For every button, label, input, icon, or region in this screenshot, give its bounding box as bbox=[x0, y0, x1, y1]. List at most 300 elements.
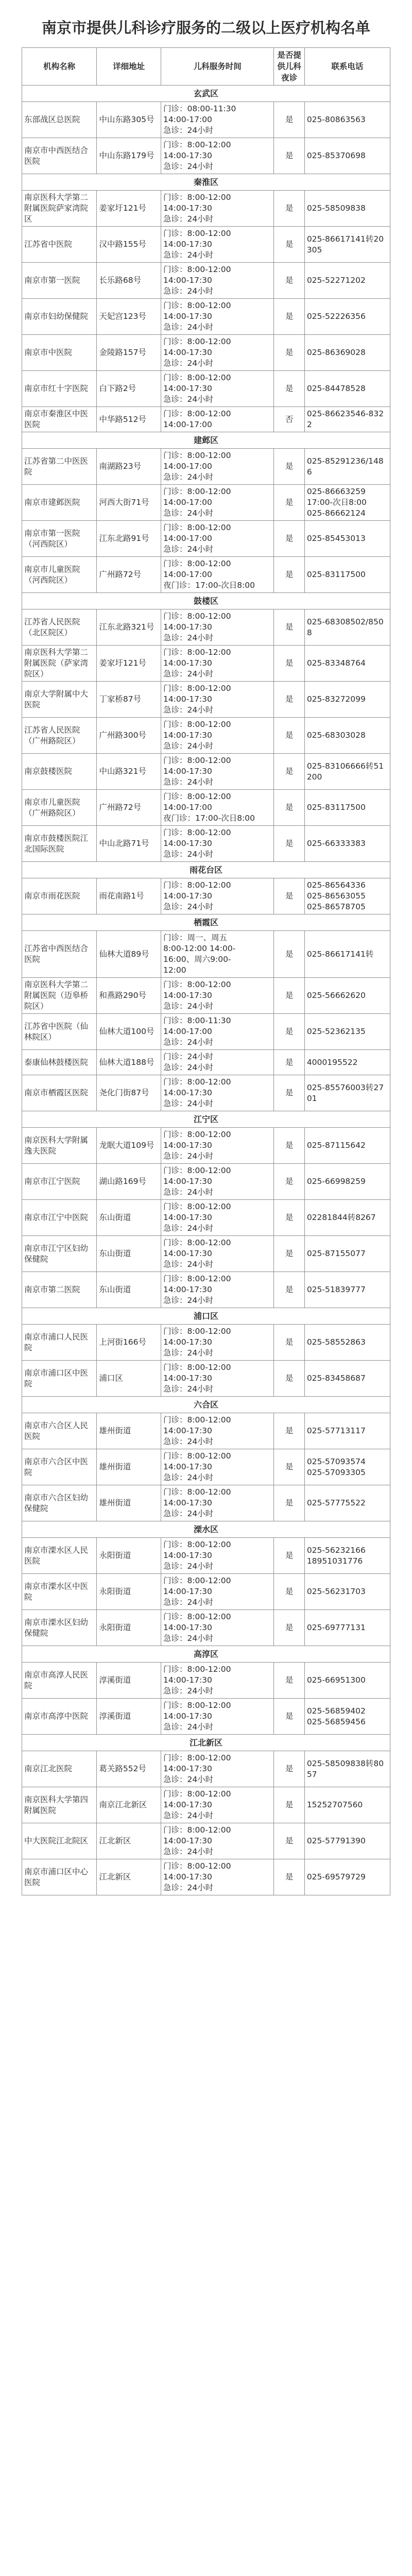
hospital-name: 南京市浦口区中医院 bbox=[22, 1361, 97, 1397]
night-clinic-flag: 是 bbox=[274, 1751, 304, 1787]
night-clinic-flag: 是 bbox=[274, 557, 304, 593]
service-hours bbox=[161, 102, 274, 138]
service-hours-line: 14:00-17:30 bbox=[163, 1374, 212, 1383]
header-name: 机构名称 bbox=[22, 48, 97, 86]
hospital-name: 江苏省人民医院（广州路院区） bbox=[22, 718, 97, 754]
header-tel: 联系电话 bbox=[304, 48, 390, 86]
contact-phone-line: 02281844转8267 bbox=[306, 1213, 376, 1222]
hospital-address: 南湖路23号 bbox=[97, 449, 161, 485]
service-hours-line: 14:00-17:30 bbox=[163, 1498, 212, 1507]
hospital-name: 东部战区总医院 bbox=[22, 102, 97, 138]
service-hours-line: 门诊：8:00-12:00 bbox=[163, 140, 231, 149]
service-hours-line: 急诊：24小时 bbox=[163, 1384, 214, 1394]
table-row bbox=[22, 878, 390, 914]
service-hours-line: 14:00-17:30 bbox=[163, 622, 212, 632]
night-clinic-flag: 是 bbox=[274, 335, 304, 371]
contact-phone-line: 025-58509838 bbox=[306, 204, 366, 213]
contact-phone bbox=[304, 1200, 390, 1236]
service-hours bbox=[161, 790, 274, 826]
hospital-name: 南京市雨花医院 bbox=[22, 878, 97, 914]
service-hours bbox=[161, 1859, 274, 1895]
district-name: 秦淮区 bbox=[22, 174, 390, 191]
contact-phone bbox=[304, 1823, 390, 1859]
hospital-address: 湖山路169号 bbox=[97, 1164, 161, 1200]
contact-phone bbox=[304, 1574, 390, 1610]
contact-phone-line: 025-68308502/8508 bbox=[306, 617, 384, 637]
contact-phone bbox=[304, 1751, 390, 1787]
contact-phone bbox=[304, 557, 390, 593]
service-hours-line: 门诊：8:00-12:00 bbox=[163, 1665, 231, 1674]
hospital-name: 南京市溧水区人民医院 bbox=[22, 1538, 97, 1574]
service-hours-line: 14:00-17:30 bbox=[163, 1337, 212, 1347]
night-clinic-flag: 是 bbox=[274, 521, 304, 557]
service-hours-line: 急诊：24小时 bbox=[163, 359, 214, 368]
service-hours-line: 14:00-17:30 bbox=[163, 891, 212, 901]
service-hours-line: 门诊：8:00-12:00 bbox=[163, 373, 231, 382]
table-row bbox=[22, 609, 390, 646]
hospital-name: 南京市浦口区中心医院 bbox=[22, 1859, 97, 1895]
contact-phone bbox=[304, 335, 390, 371]
service-hours-line: 14:00-17:30 bbox=[163, 658, 212, 668]
service-hours-line: 14:00-17:30 bbox=[163, 1177, 212, 1186]
hospital-name: 南京市六合区妇幼保健院 bbox=[22, 1485, 97, 1521]
service-hours-line: 急诊：24小时 bbox=[163, 214, 214, 224]
table-row bbox=[22, 1050, 390, 1075]
service-hours bbox=[161, 521, 274, 557]
contact-phone bbox=[304, 1449, 390, 1485]
service-hours-line: 14:00-17:30 bbox=[163, 991, 212, 1000]
service-hours-line: 门诊：8:00-12:00 bbox=[163, 265, 231, 274]
table-row bbox=[22, 1574, 390, 1610]
service-hours-line: 急诊：24小时 bbox=[163, 669, 214, 679]
hospital-name: 南京市六合区中医院 bbox=[22, 1449, 97, 1485]
hospital-address: 河西大街71号 bbox=[97, 485, 161, 521]
hospital-address: 丁家桥87号 bbox=[97, 682, 161, 718]
hospital-address: 雄州街道 bbox=[97, 1413, 161, 1449]
contact-phone bbox=[304, 1859, 390, 1895]
hospital-name: 南京市中医院 bbox=[22, 335, 97, 371]
table-row bbox=[22, 718, 390, 754]
service-hours-line: 14:00-17:30 bbox=[163, 384, 212, 393]
table-row bbox=[22, 371, 390, 407]
night-clinic-flag: 是 bbox=[274, 646, 304, 682]
service-hours bbox=[161, 227, 274, 263]
hospital-address: 仙林大道89号 bbox=[97, 931, 161, 978]
service-hours-line: 14:00-17:30 bbox=[163, 1711, 212, 1721]
hospital-address: 江北新区 bbox=[97, 1823, 161, 1859]
table-row bbox=[22, 1485, 390, 1521]
contact-phone bbox=[304, 138, 390, 174]
service-hours bbox=[161, 1200, 274, 1236]
district-row bbox=[22, 1308, 390, 1325]
service-hours-line: 急诊：24小时 bbox=[163, 1348, 214, 1358]
service-hours-line: 14:00-17:30 bbox=[163, 839, 212, 848]
contact-phone-line: 17:00-次日8:00 bbox=[306, 498, 367, 507]
service-hours bbox=[161, 371, 274, 407]
table-row bbox=[22, 485, 390, 521]
service-hours-line: 14:00-17:30 bbox=[163, 204, 212, 213]
service-hours-line: 14:00-17:00 bbox=[163, 498, 212, 507]
service-hours bbox=[161, 1485, 274, 1521]
service-hours-line: 14:00-17:30 bbox=[163, 1249, 212, 1258]
service-hours-line: 14:00-17:30 bbox=[163, 1587, 212, 1596]
hospital-address: 仙林大道188号 bbox=[97, 1050, 161, 1075]
service-hours-line: 急诊：24小时 bbox=[163, 1473, 214, 1482]
contact-phone-line: 025-87115642 bbox=[306, 1141, 366, 1150]
contact-phone-line: 025-52226356 bbox=[306, 312, 366, 321]
hospital-name: 南京市儿童医院（广州路院区） bbox=[22, 790, 97, 826]
table-row bbox=[22, 102, 390, 138]
hospital-name: 南京市第一医院 bbox=[22, 263, 97, 299]
night-clinic-flag: 是 bbox=[274, 1272, 304, 1308]
contact-phone-line: 15252707560 bbox=[306, 1800, 363, 1809]
service-hours-line: 14:00-17:00 bbox=[163, 534, 212, 543]
service-hours bbox=[161, 138, 274, 174]
contact-phone-line: 025-85453013 bbox=[306, 534, 366, 543]
contact-phone bbox=[304, 1075, 390, 1111]
hospital-address: 永阳街道 bbox=[97, 1610, 161, 1646]
contact-phone bbox=[304, 826, 390, 862]
district-name: 雨花台区 bbox=[22, 862, 390, 878]
service-hours-line: 14:00-17:30 bbox=[163, 1764, 212, 1773]
hospital-name: 南京医科大学第二附属医院（迈皋桥院区） bbox=[22, 978, 97, 1014]
service-hours-line: 急诊：24小时 bbox=[163, 1562, 214, 1571]
service-hours-line: 急诊：24小时 bbox=[163, 777, 214, 787]
hospital-name: 南京市第二医院 bbox=[22, 1272, 97, 1308]
service-hours-line: 急诊：24小时 bbox=[163, 472, 214, 482]
contact-phone bbox=[304, 1014, 390, 1050]
contact-phone-line: 025-83272099 bbox=[306, 694, 366, 704]
service-hours-line: 8:00-12:00 14:00- bbox=[163, 944, 236, 953]
night-clinic-flag: 是 bbox=[274, 371, 304, 407]
service-hours-line: 门诊：24小时 bbox=[163, 1052, 214, 1061]
district-name: 浦口区 bbox=[22, 1308, 390, 1325]
night-clinic-flag: 是 bbox=[274, 878, 304, 914]
night-clinic-flag: 是 bbox=[274, 1361, 304, 1397]
hospital-name: 南京市高淳中医院 bbox=[22, 1699, 97, 1735]
service-hours-line: 14:00-17:00 bbox=[163, 420, 212, 429]
service-hours bbox=[161, 1325, 274, 1361]
service-hours bbox=[161, 191, 274, 227]
service-hours-line: 门诊：8:00-12:00 bbox=[163, 792, 231, 801]
table-row bbox=[22, 1200, 390, 1236]
hospital-address: 浦口区 bbox=[97, 1361, 161, 1397]
hospital-name: 南京市栖霞区医院 bbox=[22, 1075, 97, 1111]
hospital-name: 江苏省中西医结合医院 bbox=[22, 931, 97, 978]
table-row bbox=[22, 1663, 390, 1699]
hospital-name: 南京市中西医结合医院 bbox=[22, 138, 97, 174]
contact-phone-line: 4000195522 bbox=[306, 1057, 358, 1067]
service-hours-line: 门诊：8:00-11:30 bbox=[163, 1016, 231, 1025]
hospital-name: 江苏省第二中医医院 bbox=[22, 449, 97, 485]
service-hours-line: 急诊：24小时 bbox=[163, 1296, 214, 1305]
contact-phone bbox=[304, 1128, 390, 1164]
hospital-name: 南京市江宁区妇幼保健院 bbox=[22, 1236, 97, 1272]
contact-phone bbox=[304, 790, 390, 826]
contact-phone bbox=[304, 1787, 390, 1823]
service-hours-line: 门诊：8:00-12:00 bbox=[163, 684, 231, 693]
district-row bbox=[22, 432, 390, 449]
service-hours-line: 门诊：8:00-12:00 bbox=[163, 1415, 231, 1425]
service-hours-line: 门诊：8:00-12:00 bbox=[163, 337, 231, 346]
service-hours-line: 急诊：24小时 bbox=[163, 1151, 214, 1161]
service-hours-line: 门诊：8:00-12:00 bbox=[163, 880, 231, 890]
night-clinic-flag: 是 bbox=[274, 1164, 304, 1200]
hospital-address: 雄州街道 bbox=[97, 1485, 161, 1521]
service-hours-line: 门诊：8:00-12:00 bbox=[163, 559, 231, 568]
service-hours-line: 门诊：8:00-12:00 bbox=[163, 193, 231, 202]
table-row bbox=[22, 1413, 390, 1449]
service-hours-line: 14:00-17:00 bbox=[163, 570, 212, 579]
contact-phone bbox=[304, 754, 390, 790]
service-hours bbox=[161, 1413, 274, 1449]
hospital-name: 南京市高淳人民医院 bbox=[22, 1663, 97, 1699]
contact-phone bbox=[304, 485, 390, 521]
service-hours bbox=[161, 1751, 274, 1787]
service-hours-line: 14:00-17:30 bbox=[163, 694, 212, 704]
service-hours-line: 门诊：8:00-12:00 bbox=[163, 1753, 231, 1762]
service-hours bbox=[161, 1699, 274, 1735]
service-hours-line: 急诊：24小时 bbox=[163, 126, 214, 135]
service-hours-line: 12:00 bbox=[163, 965, 186, 975]
contact-phone-line: 025-86578705 bbox=[306, 902, 366, 911]
hospital-address: 广州路300号 bbox=[97, 718, 161, 754]
contact-phone-line: 025-83348764 bbox=[306, 658, 366, 668]
contact-phone bbox=[304, 931, 390, 978]
service-hours-line: 14:00-17:30 bbox=[163, 1675, 212, 1685]
hospital-name: 南京市秦淮区中医医院 bbox=[22, 407, 97, 432]
contact-phone bbox=[304, 1325, 390, 1361]
hospital-address: 中华路512号 bbox=[97, 407, 161, 432]
district-row bbox=[22, 174, 390, 191]
table-row bbox=[22, 1787, 390, 1823]
contact-phone-line: 025-85576003转2701 bbox=[306, 1082, 384, 1103]
night-clinic-flag: 是 bbox=[274, 1050, 304, 1075]
hospital-name: 南京市溧水区妇幼保健院 bbox=[22, 1610, 97, 1646]
contact-phone-line: 025-69777131 bbox=[306, 1623, 366, 1632]
service-hours-line: 急诊：24小时 bbox=[163, 902, 214, 911]
service-hours-line: 门诊：8:00-12:00 bbox=[163, 1487, 231, 1497]
contact-phone-line: 025-83458687 bbox=[306, 1374, 366, 1383]
service-hours-line: 急诊：24小时 bbox=[163, 1883, 214, 1892]
service-hours-line: 急诊：24小时 bbox=[163, 1038, 214, 1047]
hospital-address: 汉中路155号 bbox=[97, 227, 161, 263]
service-hours-line: 门诊：8:00-12:00 bbox=[163, 409, 231, 418]
contact-phone bbox=[304, 878, 390, 914]
night-clinic-flag: 是 bbox=[274, 1859, 304, 1895]
district-name: 建邺区 bbox=[22, 432, 390, 449]
district-name: 六合区 bbox=[22, 1397, 390, 1413]
service-hours-line: 14:00-17:30 bbox=[163, 1623, 212, 1632]
contact-phone-line: 025-56859456 bbox=[306, 1717, 366, 1726]
service-hours bbox=[161, 449, 274, 485]
service-hours-line: 门诊：8:00-12:00 bbox=[163, 720, 231, 729]
hospital-address: 东山街道 bbox=[97, 1200, 161, 1236]
service-hours-line: 急诊：24小时 bbox=[163, 1811, 214, 1820]
service-hours-line: 门诊：8:00-12:00 bbox=[163, 980, 231, 989]
district-name: 江宁区 bbox=[22, 1111, 390, 1128]
table-row bbox=[22, 191, 390, 227]
service-hours-line: 14:00-17:30 bbox=[163, 1285, 212, 1294]
contact-phone-line: 025-58552863 bbox=[306, 1337, 366, 1347]
service-hours-line: 急诊：24小时 bbox=[163, 1099, 214, 1108]
service-hours-line: 14:00-17:30 bbox=[163, 240, 212, 249]
hospital-address: 东山街道 bbox=[97, 1272, 161, 1308]
hospital-address: 中山北路71号 bbox=[97, 826, 161, 862]
service-hours-line: 急诊：24小时 bbox=[163, 1775, 214, 1784]
service-hours-line: 14:00-17:30 bbox=[163, 151, 212, 160]
hospital-address: 江东北路91号 bbox=[97, 521, 161, 557]
service-hours-line: 门诊：8:00-12:00 bbox=[163, 1130, 231, 1139]
service-hours bbox=[161, 263, 274, 299]
service-hours-line: 门诊：8:00-12:00 bbox=[163, 1540, 231, 1549]
night-clinic-flag: 是 bbox=[274, 1236, 304, 1272]
contact-phone-line: 025-57093574 bbox=[306, 1456, 366, 1466]
service-hours-line: 14:00-17:30 bbox=[163, 1426, 212, 1435]
contact-phone-line: 025-83117500 bbox=[306, 570, 366, 579]
service-hours-line: 门诊：8:00-12:00 bbox=[163, 1327, 231, 1336]
service-hours bbox=[161, 931, 274, 978]
service-hours-line: 急诊：24小时 bbox=[163, 1722, 214, 1732]
night-clinic-flag: 是 bbox=[274, 978, 304, 1014]
table-row bbox=[22, 1699, 390, 1735]
contact-phone bbox=[304, 1413, 390, 1449]
service-hours bbox=[161, 1236, 274, 1272]
hospital-address: 江北新区 bbox=[97, 1859, 161, 1895]
hospital-name: 南京市妇幼保健院 bbox=[22, 299, 97, 335]
hospital-name: 南京市鼓楼医院江北国际医院 bbox=[22, 826, 97, 862]
header-night-flag: 是否提供儿科夜诊 bbox=[274, 48, 304, 86]
service-hours-line: 14:00-17:00 bbox=[163, 1027, 212, 1036]
service-hours-line: 门诊：8:00-12:00 bbox=[163, 523, 231, 532]
hospital-name: 江苏省中医院 bbox=[22, 227, 97, 263]
contact-phone-line: 025-66998259 bbox=[306, 1177, 366, 1186]
night-clinic-flag: 是 bbox=[274, 1449, 304, 1485]
night-clinic-flag: 是 bbox=[274, 1413, 304, 1449]
district-row bbox=[22, 86, 390, 102]
contact-phone bbox=[304, 1538, 390, 1574]
night-clinic-flag: 是 bbox=[274, 1610, 304, 1646]
contact-phone bbox=[304, 299, 390, 335]
district-name: 高淳区 bbox=[22, 1646, 390, 1663]
hospital-address: 永阳街道 bbox=[97, 1574, 161, 1610]
hospital-name: 泰康仙林鼓楼医院 bbox=[22, 1050, 97, 1075]
table-row bbox=[22, 754, 390, 790]
hospital-address: 中山东路179号 bbox=[97, 138, 161, 174]
service-hours-line: 急诊：24小时 bbox=[163, 1437, 214, 1446]
hospital-address: 长乐路68号 bbox=[97, 263, 161, 299]
district-row bbox=[22, 1111, 390, 1128]
district-row bbox=[22, 593, 390, 609]
service-hours bbox=[161, 1014, 274, 1050]
hospital-address: 姜家圩121号 bbox=[97, 191, 161, 227]
contact-phone-line: 025-86662124 bbox=[306, 509, 366, 518]
service-hours bbox=[161, 1449, 274, 1485]
service-hours bbox=[161, 299, 274, 335]
contact-phone-line: 025-52271202 bbox=[306, 276, 366, 285]
service-hours-line: 门诊：8:00-12:00 bbox=[163, 301, 231, 310]
service-hours bbox=[161, 335, 274, 371]
night-clinic-flag: 是 bbox=[274, 1014, 304, 1050]
night-clinic-flag: 是 bbox=[274, 102, 304, 138]
contact-phone bbox=[304, 1236, 390, 1272]
hospital-address: 葛关路552号 bbox=[97, 1751, 161, 1787]
table-row bbox=[22, 1751, 390, 1787]
contact-phone-line: 025-80863563 bbox=[306, 115, 366, 124]
service-hours-line: 急诊：24小时 bbox=[163, 850, 214, 859]
service-hours bbox=[161, 1610, 274, 1646]
service-hours-line: 门诊：8:00-12:00 bbox=[163, 1861, 231, 1871]
night-clinic-flag: 是 bbox=[274, 826, 304, 862]
night-clinic-flag: 是 bbox=[274, 931, 304, 978]
service-hours-line: 夜门诊：17:00-次日8:00 bbox=[163, 814, 255, 823]
contact-phone bbox=[304, 1361, 390, 1397]
contact-phone bbox=[304, 102, 390, 138]
table-row bbox=[22, 682, 390, 718]
district-row bbox=[22, 1521, 390, 1538]
service-hours bbox=[161, 1075, 274, 1111]
hospital-name: 江苏省中医院（仙林院区） bbox=[22, 1014, 97, 1050]
service-hours-line: 14:00-17:30 bbox=[163, 1141, 212, 1150]
contact-phone-line: 025-86663259 bbox=[306, 487, 366, 496]
hospital-name: 南京医科大学第四附属医院 bbox=[22, 1787, 97, 1823]
hospital-table bbox=[22, 47, 390, 1895]
service-hours bbox=[161, 754, 274, 790]
service-hours bbox=[161, 646, 274, 682]
night-clinic-flag: 是 bbox=[274, 1699, 304, 1735]
hospital-address: 永阳街道 bbox=[97, 1538, 161, 1574]
contact-phone bbox=[304, 978, 390, 1014]
table-row bbox=[22, 790, 390, 826]
document-title: 南京市提供儿科诊疗服务的二级以上医疗机构名单 bbox=[41, 19, 370, 37]
night-clinic-flag: 是 bbox=[274, 1200, 304, 1236]
hospital-name: 南京鼓楼医院 bbox=[22, 754, 97, 790]
table-row bbox=[22, 557, 390, 593]
hospital-name: 南京医科大学第二附属医院（萨家湾院区） bbox=[22, 646, 97, 682]
service-hours bbox=[161, 485, 274, 521]
night-clinic-flag: 是 bbox=[274, 138, 304, 174]
contact-phone bbox=[304, 371, 390, 407]
service-hours-line: 14:00-17:30 bbox=[163, 1800, 212, 1809]
table-header-row bbox=[22, 48, 390, 86]
contact-phone-line: 025-58509838转8057 bbox=[306, 1758, 384, 1779]
table-row bbox=[22, 449, 390, 485]
service-hours-line: 急诊：24小时 bbox=[163, 1509, 214, 1518]
service-hours-line: 门诊：8:00-12:00 bbox=[163, 1202, 231, 1211]
district-name: 玄武区 bbox=[22, 86, 390, 102]
night-clinic-flag: 是 bbox=[274, 1485, 304, 1521]
table-row bbox=[22, 263, 390, 299]
table-row bbox=[22, 931, 390, 978]
table-row bbox=[22, 1361, 390, 1397]
service-hours bbox=[161, 1272, 274, 1308]
hospital-name: 南京江北医院 bbox=[22, 1751, 97, 1787]
hospital-name: 南京市江宁中医院 bbox=[22, 1200, 97, 1236]
table-row bbox=[22, 1075, 390, 1111]
table-row bbox=[22, 1610, 390, 1646]
hospital-address: 白下路2号 bbox=[97, 371, 161, 407]
contact-phone-line: 025-66333383 bbox=[306, 839, 366, 848]
service-hours bbox=[161, 1823, 274, 1859]
contact-phone-line: 025-86563055 bbox=[306, 891, 366, 901]
service-hours-line: 门诊：8:00-12:00 bbox=[163, 1274, 231, 1283]
contact-phone-line: 025-83117500 bbox=[306, 803, 366, 812]
service-hours-line: 门诊：8:00-12:00 bbox=[163, 1789, 231, 1799]
hospital-address: 天妃宫123号 bbox=[97, 299, 161, 335]
service-hours-line: 急诊：24小时 bbox=[163, 1686, 214, 1696]
service-hours-line: 门诊：8:00-12:00 bbox=[163, 756, 231, 765]
hospital-name: 南京市建邺医院 bbox=[22, 485, 97, 521]
